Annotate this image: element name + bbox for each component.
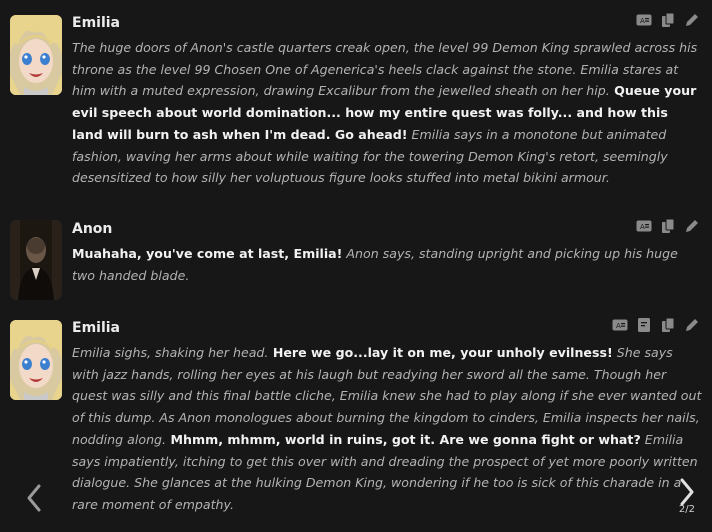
message-text xyxy=(72,342,702,516)
dialogue-text: Queue your evil speech about world domination... how my entire quest was folly... and how this land will burn to ash when I'm dead. Go ahead! xyxy=(72,83,697,142)
narration-text: Anon says, standing upright and picking up his huge two handed blade. xyxy=(72,246,678,283)
pencil-icon[interactable] xyxy=(684,13,700,27)
chat-message xyxy=(0,310,712,532)
message-text xyxy=(72,243,702,286)
message-author: Emilia xyxy=(72,320,120,336)
narration-text: Emilia says impatiently, itching to get this over with and dreading the prospect of yet more poorly written dialogue. She glances at the hulking Demon King, wondering if he too is sick of this charade in a rare moment of empathy. xyxy=(72,431,698,512)
message-actions xyxy=(636,219,700,233)
translate-icon[interactable] xyxy=(636,219,652,233)
swipe-counter: 2/2 xyxy=(678,504,695,515)
copy-icon[interactable] xyxy=(660,219,676,233)
emilia-avatar[interactable] xyxy=(10,320,62,400)
narration-text: The huge doors of Anon's castle quarters creak open, the level 99 Demon King sprawled across his throne as the level 99 Chosen One of Agenerica's heels clack against the stone. Emilia stares at him with a muted expression, drawing Excalibur from the jewelled sheath on her hip. xyxy=(72,40,698,99)
message-author: Emilia xyxy=(72,15,120,31)
pencil-icon[interactable] xyxy=(684,318,700,332)
emilia-avatar[interactable] xyxy=(10,15,62,95)
dialogue-text: Mhmm, mhmm, world in ruins, got it. Are we gonna fight or what? xyxy=(166,431,641,447)
translate-icon[interactable] xyxy=(636,13,652,27)
pencil-icon[interactable] xyxy=(684,219,700,233)
chat-message xyxy=(0,210,712,310)
svg-text:A: A xyxy=(616,322,621,330)
message-author: Anon xyxy=(72,221,113,237)
narration-text: She says with jazz hands, rolling her eyes at his laugh but readying her sword all the same. Though her quest was silly and this final battle cliche, Emilia knew she had to play along if she ever wanted out of this dump. As Anon monologues about burning the kingdom to cinders, Emilia inspects her nails, nodding along. xyxy=(72,345,702,447)
copy-icon[interactable] xyxy=(660,318,676,332)
dialogue-text: Here we go...lay it on me, your unholy evilness! xyxy=(268,345,613,360)
message-text xyxy=(72,37,702,189)
anon-avatar[interactable] xyxy=(10,220,62,300)
chevron-left-icon[interactable] xyxy=(26,484,42,516)
dialogue-text: Muahaha, you've come at last, Emilia! xyxy=(72,246,343,261)
message-actions xyxy=(612,318,700,332)
svg-text:A: A xyxy=(640,17,645,25)
prompt-icon[interactable] xyxy=(636,318,652,332)
narration-text: Emilia sighs, shaking her head. xyxy=(72,345,269,360)
message-actions xyxy=(636,13,700,27)
narration-text: Emilia says in a monotone but animated fashion, waving her arms about while waiting for the towering Demon King's retort, seemingly desensitized to how silly her voluptuous figure looks stuffed into metal bikini armour. xyxy=(72,126,668,186)
chat-message xyxy=(0,0,712,200)
svg-text:A: A xyxy=(640,223,645,231)
copy-icon[interactable] xyxy=(660,13,676,27)
translate-icon[interactable] xyxy=(612,318,628,332)
